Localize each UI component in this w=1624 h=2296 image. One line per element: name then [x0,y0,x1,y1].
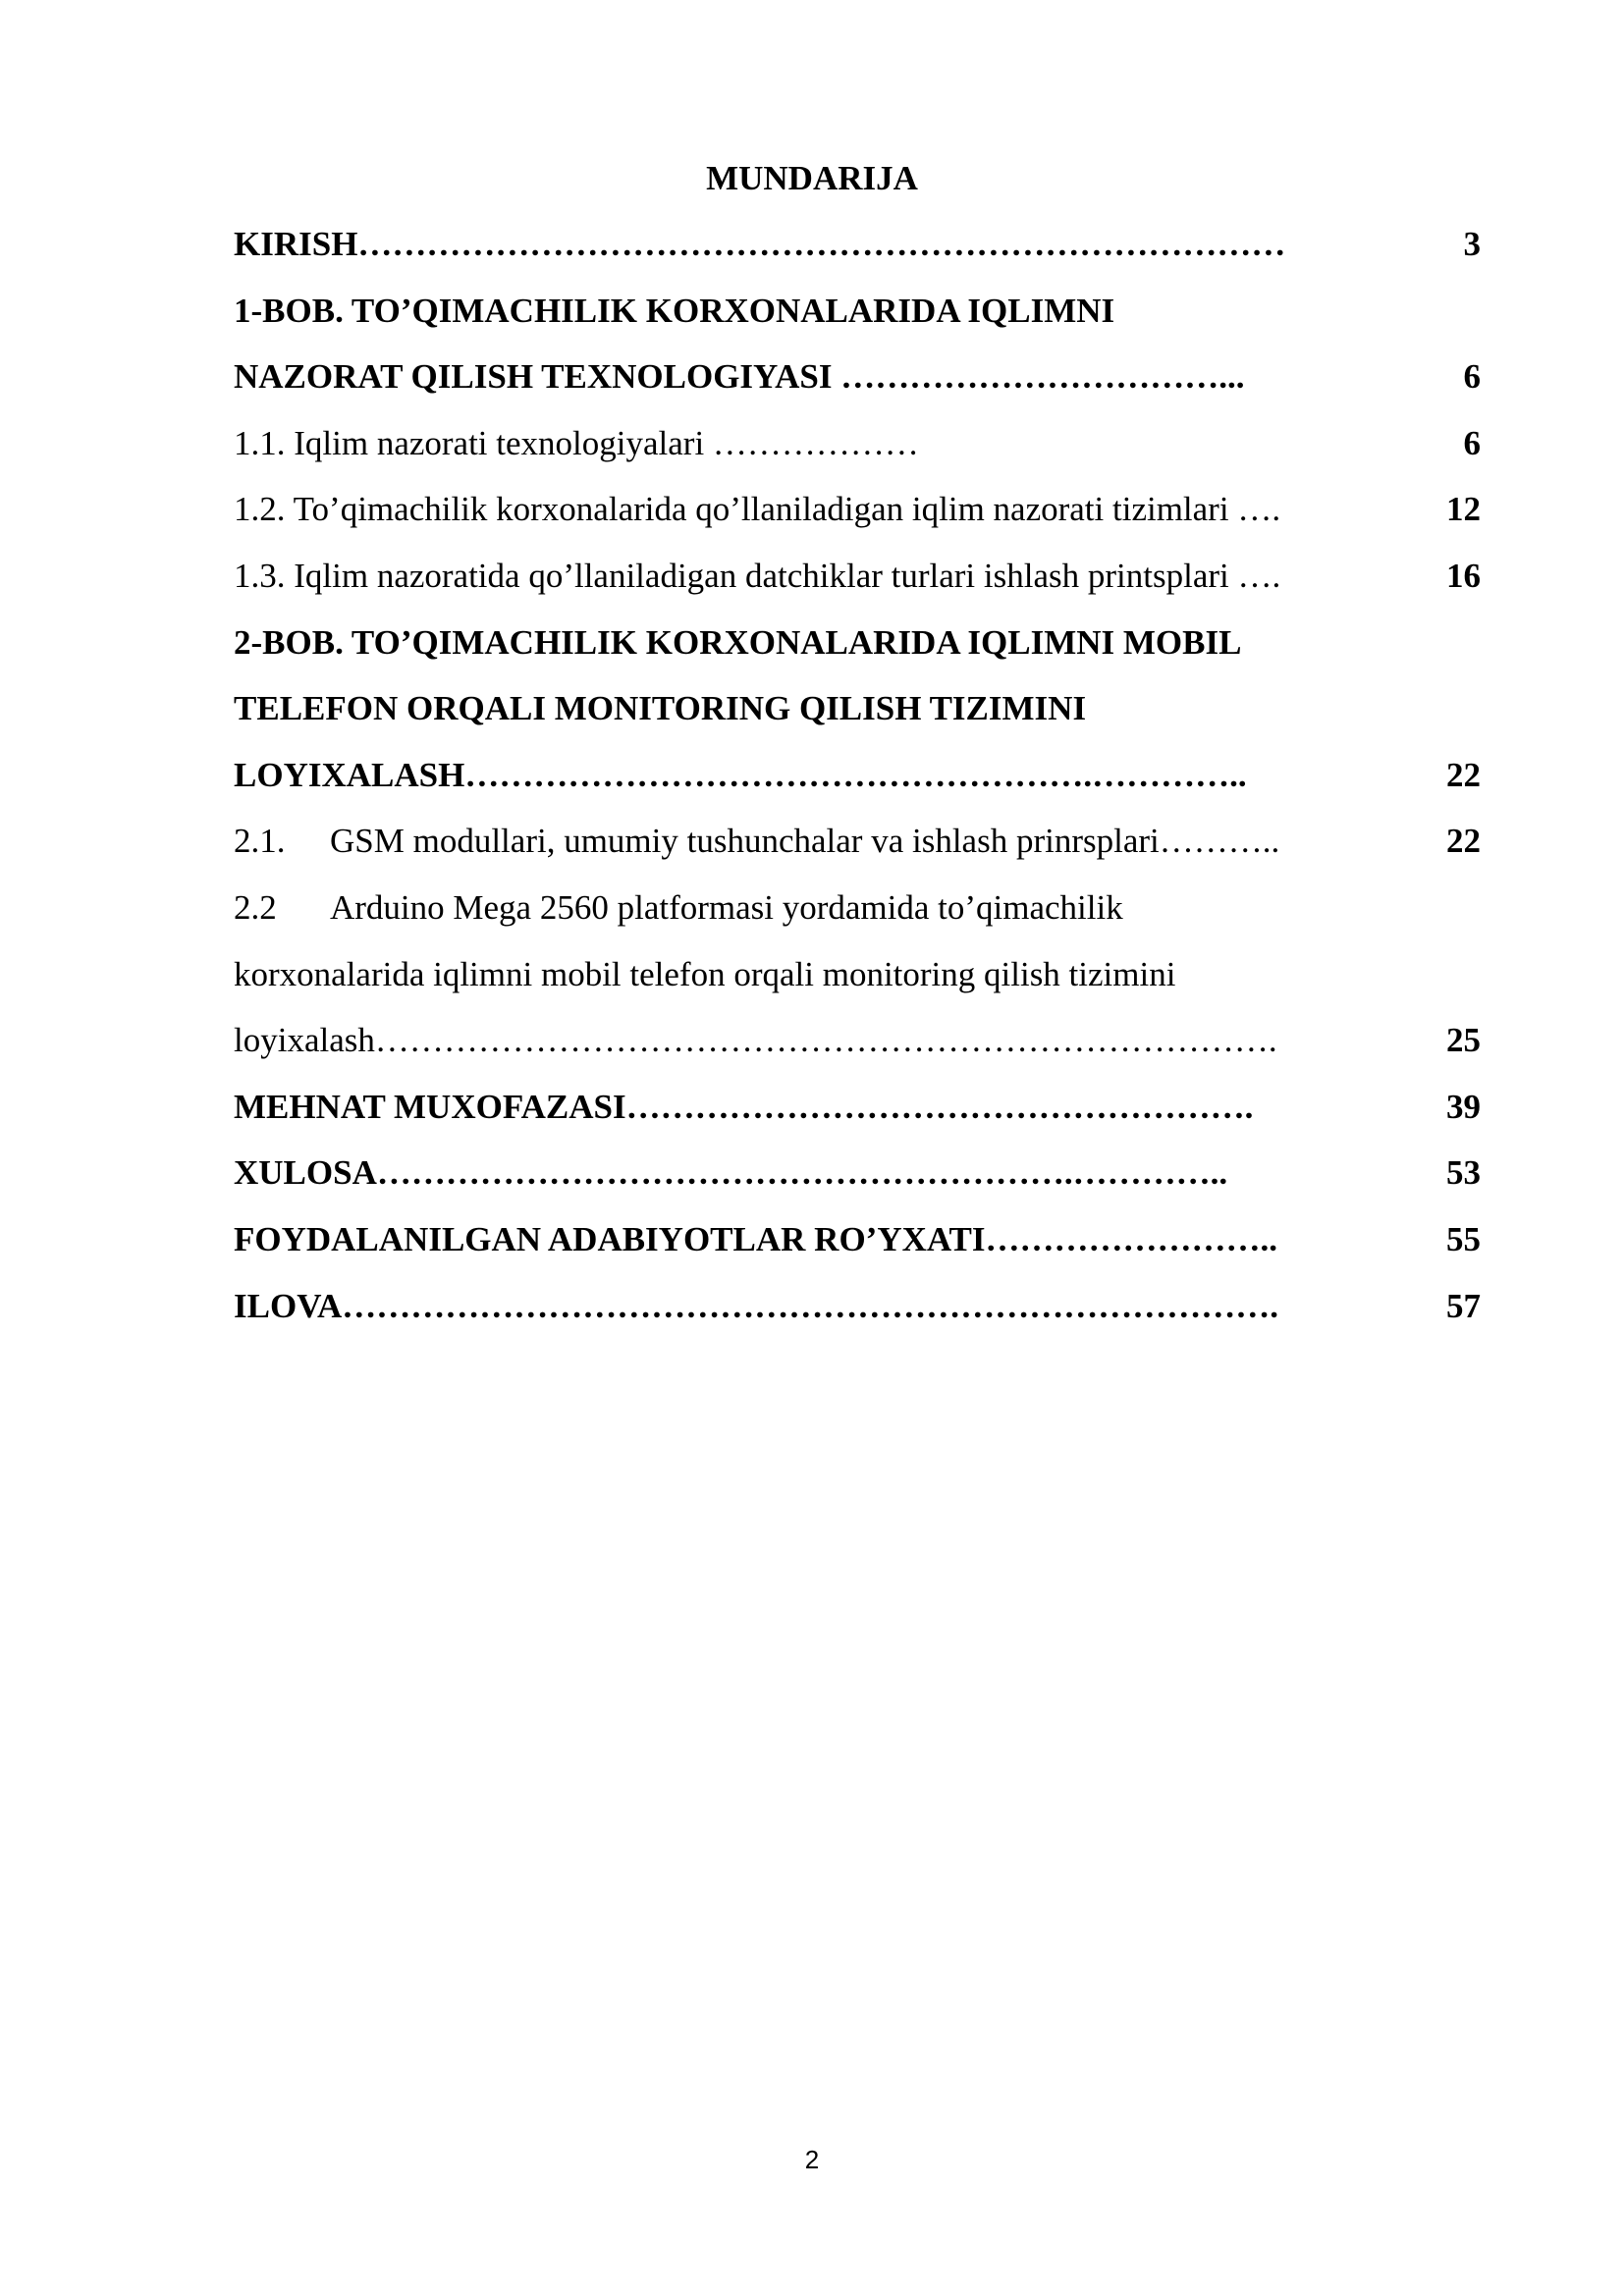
toc-entry-page: 12 [1446,490,1481,529]
toc-entry-text: KIRISH……………………………………………………………………… [234,225,1286,263]
toc-entry-text-wrap [234,884,1123,932]
toc-entry-chapter-2-line-3 [234,752,1481,819]
toc-entry-text: FOYDALANILGAN ADABIYOTLAR RO’YXATI…………………….. [234,1219,1278,1258]
toc-entry-text: GSM modullari, umumiy tushunchalar va ishlash prinrsplari……….. [330,822,1280,861]
toc-entry-number: 2.2 [234,887,277,927]
toc-entry-text: TELEFON ORQALI MONITORING QILISH TIZIMINI [234,689,1087,728]
toc-entry-section-2-2-line-1 [234,884,1481,951]
toc-entry-section-1-2 [234,486,1481,553]
toc-entry-page: 3 [1463,225,1481,263]
toc-entry-page: 6 [1463,423,1481,462]
toc-entry-ilova [234,1283,1481,1350]
toc-entry-number: 2.1. [234,822,286,861]
toc-entry-section-2-2-line-3 [234,1017,1481,1084]
toc-entry-chapter-2-line-2 [234,685,1481,752]
page-title: MUNDARIJA [706,159,918,197]
toc-entry-text: korxonalarida iqlimni mobil telefon orqali monitoring qilish tizimini [234,954,1176,993]
toc-entry-section-1-1 [234,420,1481,487]
toc-entry-text: 1-BOB. TO’QIMACHILIK KORXONALARIDA IQLIMNI [234,291,1115,330]
toc-entry-kirish [234,221,1481,288]
page-number: 2 [804,2145,820,2174]
toc-entry-text: 2-BOB. TO’QIMACHILIK KORXONALARIDA IQLIMNI MOBIL [234,622,1242,662]
toc-entry-text: MEHNAT MUXOFAZASI………………………………………………. [234,1087,1254,1126]
toc-entry-section-2-2-line-2 [234,951,1481,1018]
toc-entry-page: 53 [1446,1153,1481,1193]
toc-entry-page: 22 [1446,755,1481,794]
toc-entry-chapter-2-line-1 [234,619,1481,686]
toc-entry-page: 6 [1463,357,1481,397]
toc-entry-page: 22 [1446,822,1481,861]
toc-entry-text: 1.2. To’qimachilik korxonalarida qo’llaniladigan iqlim nazorati tizimlari …. [234,490,1281,529]
toc-entry-text: 1.1. Iqlim nazorati texnologiyalari ……………… [234,423,919,462]
toc-entry-text: LOYIXALASH……………………………………………….………….. [234,755,1247,794]
toc-entry-text: ILOVA………………………………………………………………………. [234,1286,1278,1325]
toc-entry-text: XULOSA…………………………………………………….………….. [234,1153,1228,1193]
toc-entry-text: 1.3. Iqlim nazoratida qo’llaniladigan datchiklar turlari ishlash printsplari …. [234,556,1281,595]
toc-entry-text-wrap [234,818,1279,865]
toc-entry-mehnat-muxofazasi [234,1084,1481,1150]
toc-entry-chapter-1-line-2 [234,353,1481,420]
toc-entry-page: 57 [1446,1286,1481,1325]
toc-entry-page: 55 [1446,1219,1481,1258]
toc-entry-text: NAZORAT QILISH TEXNOLOGIYASI ……………………………... [234,357,1245,397]
toc-entry-section-1-3 [234,553,1481,619]
toc-entry-page: 16 [1446,556,1481,595]
toc-entry-adabiyotlar [234,1216,1481,1283]
table-of-contents [234,221,1481,1349]
toc-entry-chapter-1-line-1 [234,288,1481,354]
toc-entry-page: 25 [1446,1021,1481,1060]
toc-entry-section-2-1 [234,818,1481,884]
toc-entry-xulosa [234,1149,1481,1216]
toc-entry-text: loyixalash……………………………………………………………………. [234,1021,1277,1060]
toc-entry-page: 39 [1446,1087,1481,1126]
toc-entry-text: Arduino Mega 2560 platformasi yordamida to’qimachilik [330,887,1123,927]
